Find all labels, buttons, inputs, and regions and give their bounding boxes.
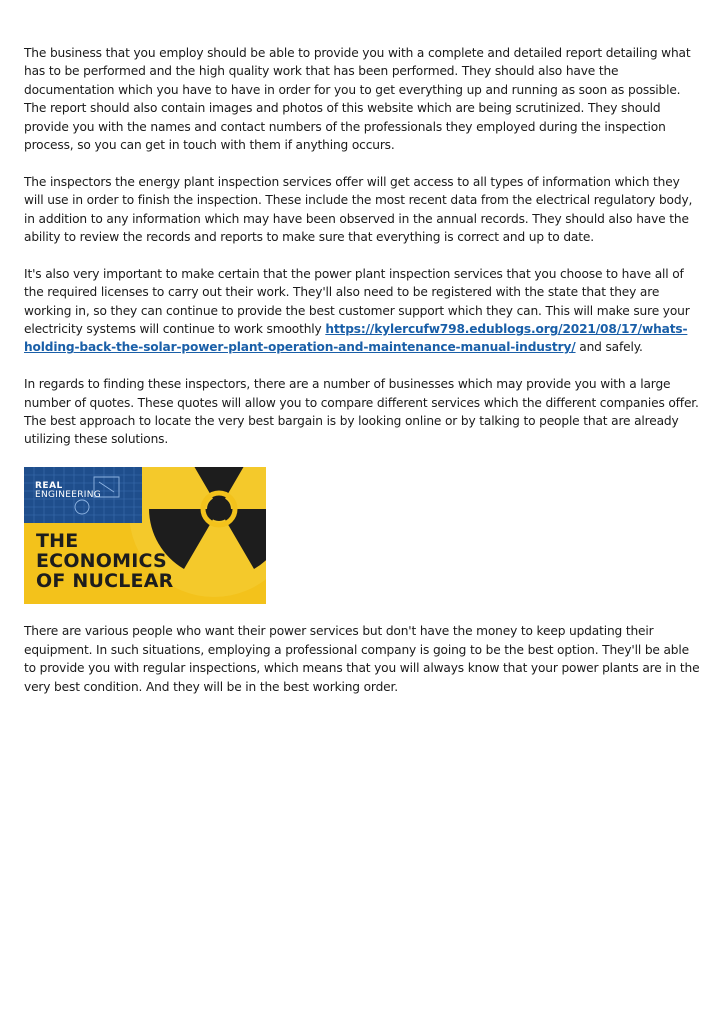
paragraph-3-text-end: and safely.: [575, 340, 643, 355]
image-headline: [36, 531, 173, 591]
paragraph-5: There are various people who want their power services but don't have the money to keep updating their equipment. In such situations, employing a professional company is going to be the best option. They'll be able to provide you with regular inspections, which means that you will always know that your power plants are in the very best condition. And they will be in the best working order.: [24, 624, 700, 694]
article-body: [24, 44, 700, 714]
headline-line-3: OF NUCLEAR: [36, 570, 174, 593]
paragraph-3-text-start: It's also very important to make certain that the power plant inspection services that you choose to have all of the required licenses to carry out their work. They'll also need to be registered with the state that they are working in, so they can continue to provide the best customer support which they can. This will make sure your electricity systems will continue to work smoothly: [24, 266, 690, 337]
brand-line-1: REAL: [35, 481, 63, 492]
brand-logo: [35, 482, 101, 500]
nuclear-economics-image: [24, 467, 266, 604]
paragraph-3: [24, 265, 700, 357]
paragraph-2: The inspectors the energy plant inspection services offer will get access to all types of information which they will use in order to finish the inspection. These include the most recent data from the electrical regulatory body, in addition to any information which may have been observed in the annual records. They should also have the ability to review the records and reports to make sure that everything is correct and up to date.: [24, 174, 693, 245]
paragraph-4: In regards to finding these inspectors, there are a number of businesses which may provide you with a large number of quotes. These quotes will allow you to compare different services which the different companies offer. The best approach to locate the very best bargain is by looking online or by talking to people that are already utilizing these solutions.: [24, 377, 699, 447]
paragraph-1: The business that you employ should be able to provide you with a complete and detailed report detailing what has to be performed and the high quality work that has been performed. They should also have the documentation which you have to have in order for you to get everything up and running as soon as possible. The report should also contain images and photos of this website which are being scrutinized. They should provide you with the names and contact numbers of the professionals they employed during the inspection process, so you can get in touch with them if anything occurs.: [24, 46, 691, 153]
article-link[interactable]: https://kylercufw798.edublogs.org/2021/08/17/whats-holding-back-the-solar-power-plant-operation-and-maintenance-manual-industry/: [24, 322, 688, 355]
headline-line-2: ECONOMICS: [36, 550, 167, 573]
headline-line-1: THE: [36, 530, 79, 553]
brand-line-2: ENGINEERING: [35, 490, 102, 501]
